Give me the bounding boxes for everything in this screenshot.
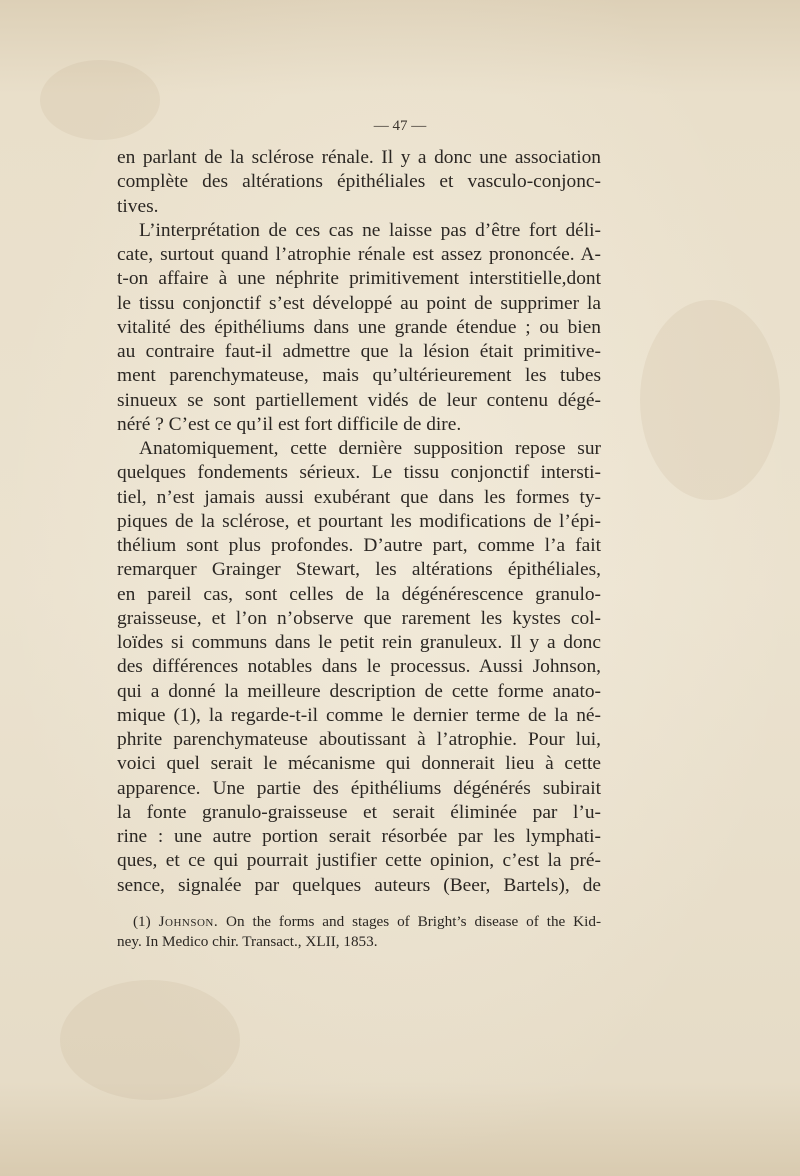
paragraph-start-line: L’interprétation de ces cas ne laisse pas d’être fort déli- xyxy=(139,219,601,241)
text-line: néré ? C’est ce qu’il est fort difficile de dire. xyxy=(117,413,462,435)
footnote xyxy=(117,912,601,952)
text-line: thélium sont plus profondes. D’autre part, comme l’a fait xyxy=(117,535,601,556)
text-line: t-on affaire à une néphrite primitivement interstitielle,dont xyxy=(117,268,601,290)
text-line: apparence. Une partie des épithéliums dégénérés subirait xyxy=(117,777,601,799)
text-line: ques, et ce qui pourrait justifier cette opinion, c’est la pré- xyxy=(117,850,601,872)
text-line: tives. xyxy=(117,195,159,217)
text-line: rine : une autre portion serait résorbée par les lymphati- xyxy=(117,826,601,847)
text-line: en parlant de la sclérose rénale. Il y a donc une association xyxy=(117,147,601,168)
footnote-line xyxy=(117,912,601,932)
text-line: graisseuse, et l’on n’observe que rarement les kystes col- xyxy=(117,607,601,629)
text-line: le tissu conjonctif s’est développé au point de supprimer la xyxy=(117,292,601,314)
paper-stain xyxy=(60,980,240,1100)
text-line: la fonte granulo-graisseuse et serait éliminée par l’u- xyxy=(117,801,601,823)
text-line: sence, signalée par quelques auteurs (Beer, Bartels), de xyxy=(117,874,601,896)
text-line: phrite parenchymateuse aboutissant à l’atrophie. Pour lui, xyxy=(117,729,601,750)
footnote-line: ney. In Medico chir. Transact., XLII, 1853. xyxy=(117,933,378,950)
text-line: voici quel serait le mécanisme qui donnerait lieu à cette xyxy=(117,753,601,775)
text-line: sinueux se sont partiellement vidés de leur contenu dégé- xyxy=(117,389,601,411)
text-line: complète des altérations épithéliales et vasculo-conjonc- xyxy=(117,171,601,193)
text-line: vitalité des épithéliums dans une grande étendue ; ou bien xyxy=(117,316,601,338)
text-line: qui a donné la meilleure description de cette forme anato- xyxy=(117,680,601,702)
footnote-marker: (1) xyxy=(133,913,151,930)
body-text xyxy=(117,146,601,898)
text-line: en pareil cas, sont celles de la dégénérescence granulo- xyxy=(117,583,601,605)
text-line: quelques fondements sérieux. Le tissu conjonctif intersti- xyxy=(117,462,601,484)
paper-stain xyxy=(640,300,780,500)
text-line: mique (1), la regarde-t-il comme le dernier terme de la né- xyxy=(117,704,601,726)
text-line: au contraire faut-il admettre que la lésion était primitive- xyxy=(117,341,601,362)
text-line: ment parenchymateuse, mais qu’ultérieurement les tubes xyxy=(117,365,601,387)
footnote-author: Johnson. xyxy=(158,913,219,930)
text-line: loïdes si communs dans le petit rein granuleux. Il y a donc xyxy=(117,632,601,653)
paragraph-start-line: Anatomiquement, cette dernière supposition repose sur xyxy=(139,438,601,459)
text-line: piques de la sclérose, et pourtant les modifications de l’épi- xyxy=(117,510,601,532)
text-line: des différences notables dans le processus. Aussi Johnson, xyxy=(117,656,601,678)
page-number: — 47 — xyxy=(373,118,427,134)
text-line: cate, surtout quand l’atrophie rénale est assez prononcée. A- xyxy=(117,244,601,265)
footnote-citation: On the forms and stages of Bright’s disease of the Kid- xyxy=(226,913,602,930)
text-line: remarquer Grainger Stewart, les altérations épithéliales, xyxy=(117,559,601,581)
text-line: tiel, n’est jamais aussi exubérant que dans les formes ty- xyxy=(117,486,601,508)
